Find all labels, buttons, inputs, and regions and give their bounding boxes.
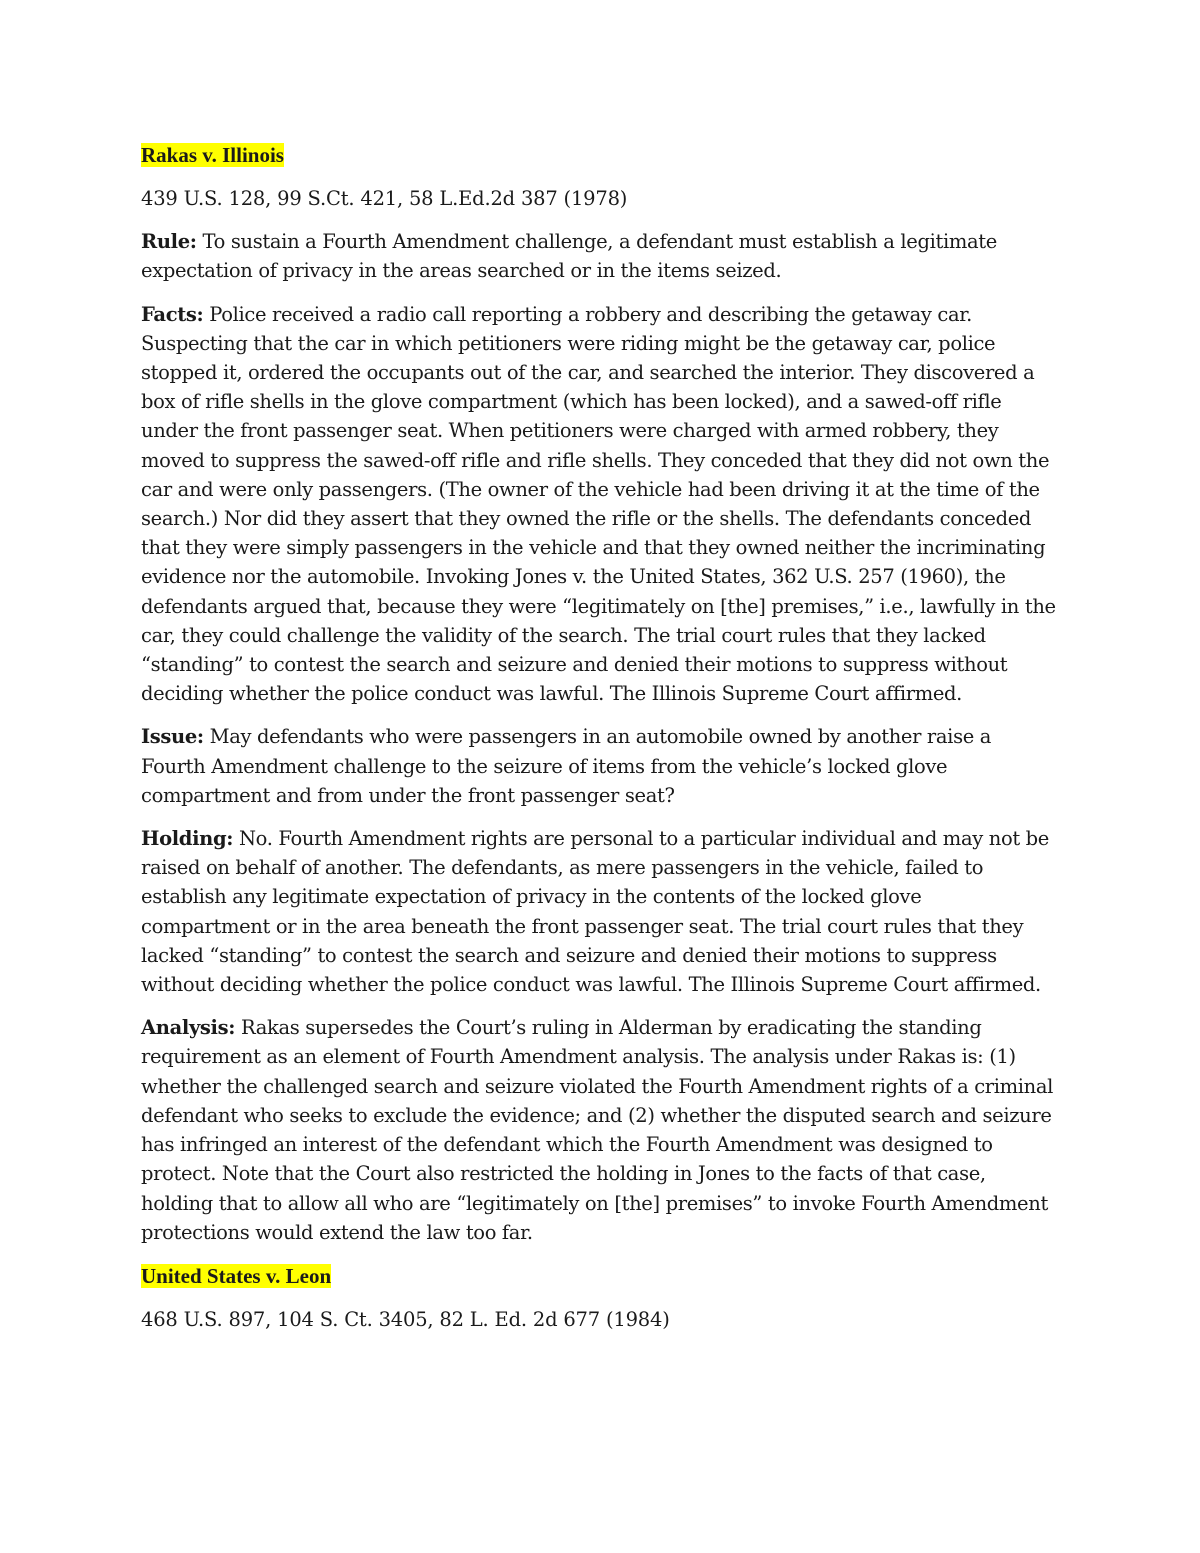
rule-label: Rule: xyxy=(141,230,197,254)
facts-text: Police received a radio call reporting a robbery and describing the getaway car. Suspecting that the car in which petitioners were riding might be the getaway car, police stopped it, ordered the occupants out of the car, and searched the interior. They discovered a box of rifle shells in the glove compartment (which has been locked), and a sawed-off rifle under the front passenger seat. When petitioners were charged with armed robbery, they moved to suppress the sawed-off rifle and rifle shells. They conceded that they did not own the car and were only passengers. (The owner of the vehicle had been driving it at the time of the search.) Nor did they assert that they owned the rifle or the shells. The defendants conceded that they were simply passengers in the vehicle and that they owned neither the incriminating evidence nor the automobile. Invoking Jones v. the United States, 362 U.S. 257 (1960), the defendants argued that, because they were “legitimately on [the] premises,” i.e., lawfully in the car, they could challenge the validity of the search. The trial court rules that they lacked “standing” to contest the search and seizure and denied their motions to suppress without deciding whether the police conduct was lawful. The Illinois Supreme Court affirmed. xyxy=(141,302,1056,706)
facts-paragraph xyxy=(141,300,1056,709)
holding-label: Holding: xyxy=(141,827,234,851)
holding-text: No. Fourth Amendment rights are personal to a particular individual and may not be raised on behalf of another. The defendants, as mere passengers in the vehicle, failed to establish any legitimate expectation of privacy in the contents of the locked glove compartment or in the area beneath the front passenger seat. The trial court rules that they lacked “standing” to contest the search and seizure and denied their motions to suppress without deciding whether the police conduct was lawful. The Illinois Supreme Court affirmed. xyxy=(141,827,1049,997)
issue-paragraph xyxy=(141,722,1056,810)
case-title-leon xyxy=(141,1261,1056,1291)
document-page xyxy=(141,140,1056,1348)
issue-label: Issue: xyxy=(141,725,204,749)
case-title-rakas-text: Rakas v. Illinois xyxy=(141,143,284,167)
case-title-leon-text: United States v. Leon xyxy=(141,1263,332,1288)
citation-leon: 468 U.S. 897, 104 S. Ct. 3405, 82 L. Ed. 2d 677 (1984) xyxy=(141,1307,670,1331)
citation-rakas: 439 U.S. 128, 99 S.Ct. 421, 58 L.Ed.2d 387 (1978) xyxy=(141,187,628,210)
rule-text: To sustain a Fourth Amendment challenge, a defendant must establish a legitimate expectation of privacy in the areas searched or in the items seized. xyxy=(141,230,997,283)
holding-paragraph xyxy=(141,824,1056,999)
issue-text: May defendants who were passengers in an automobile owned by another raise a Fourth Amendment challenge to the seizure of items from the vehicle’s locked glove compartment and from under the front passenger seat? xyxy=(141,725,992,807)
facts-label: Facts: xyxy=(141,302,204,326)
analysis-paragraph xyxy=(141,1013,1056,1247)
analysis-text: Rakas supersedes the Court’s ruling in Alderman by eradicating the standing requirement as an element of Fourth Amendment analysis. The analysis under Rakas is: (1) whether the challenged search and seizure violated the Fourth Amendment rights of a criminal defendant who seeks to exclude the evidence; and (2) whether the disputed search and seizure has infringed an interest of the defendant which the Fourth Amendment was designed to protect. Note that the Court also restricted the holding in Jones to the facts of that case, holding that to allow all who are “legitimately on [the] premises” to invoke Fourth Amendment protections would extend the law too far. xyxy=(141,1016,1054,1244)
analysis-label: Analysis: xyxy=(141,1016,236,1040)
rule-paragraph xyxy=(141,227,1056,285)
case-title-rakas xyxy=(141,140,1056,170)
